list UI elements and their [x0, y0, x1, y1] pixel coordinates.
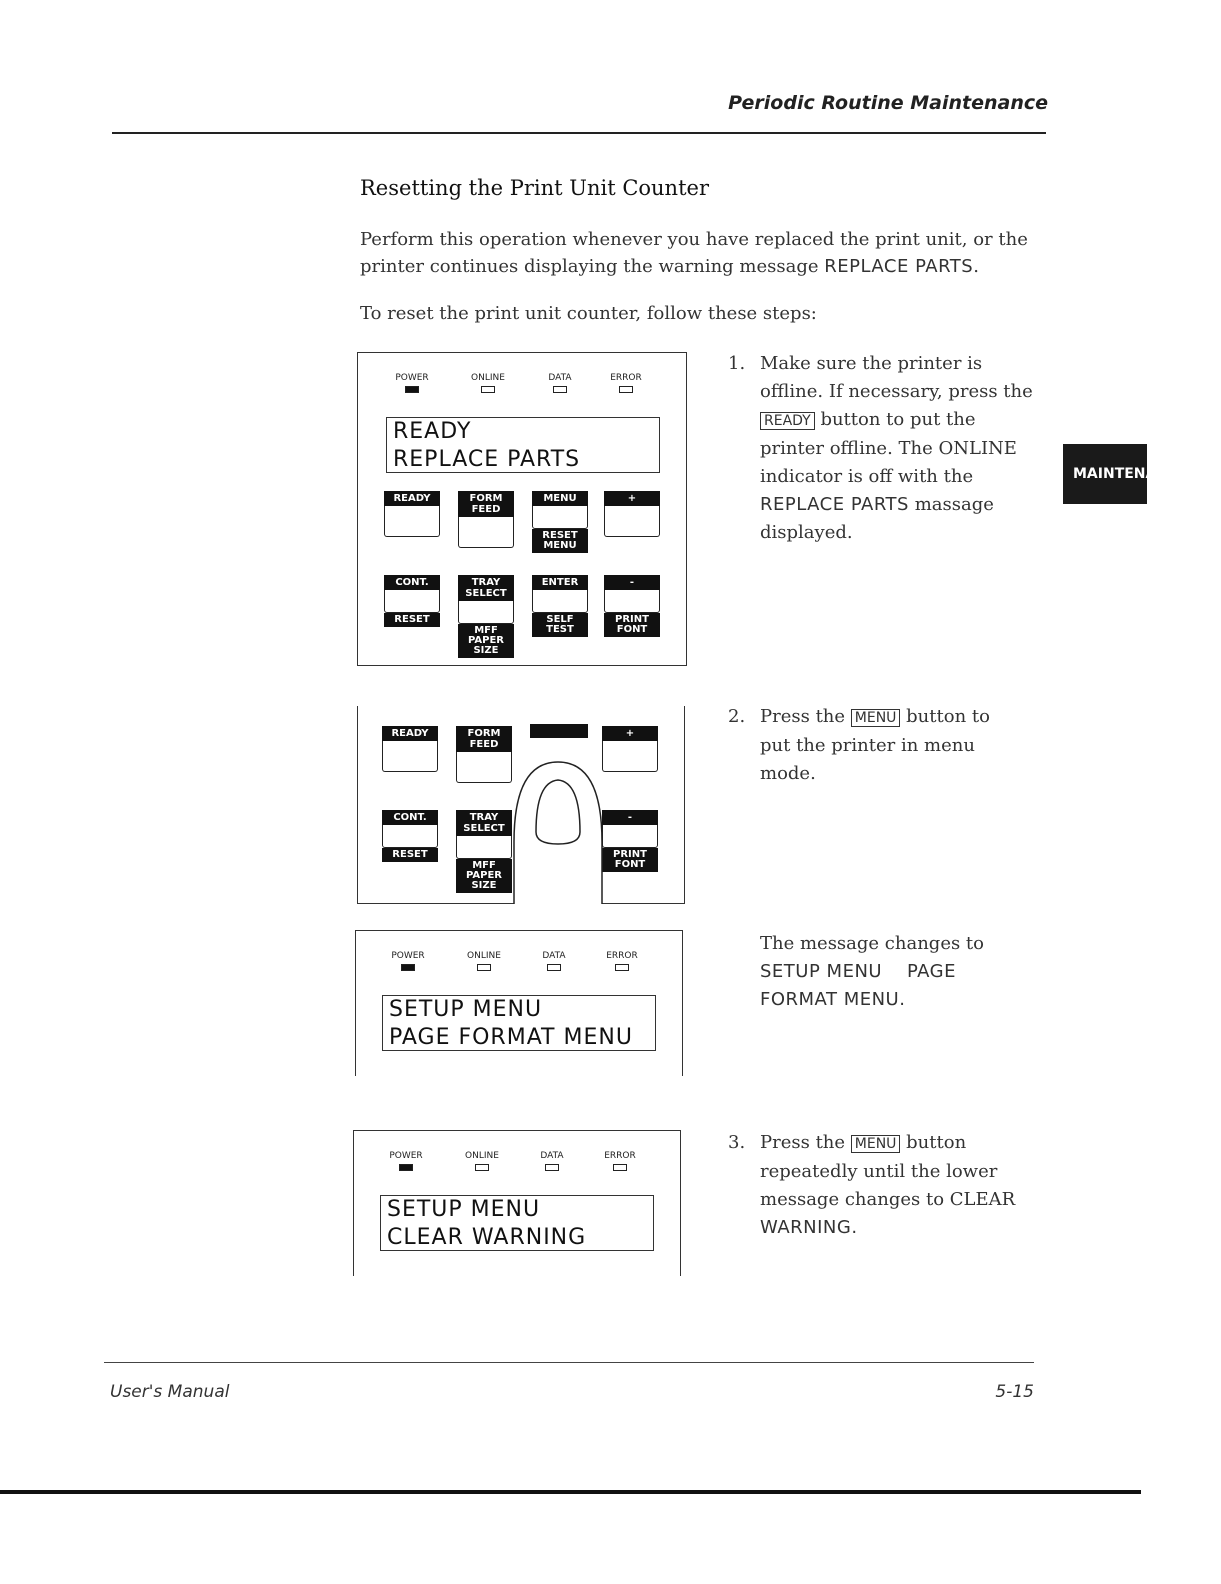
tray-select-key[interactable]: TRAY SELECT MFF PAPER SIZE — [456, 810, 512, 893]
page-number: 5-15 — [995, 1382, 1034, 1402]
online-led-icon — [475, 1164, 489, 1171]
footer-manual-name: User's Manual — [110, 1382, 230, 1402]
step-3: 3. Press the MENU button repeatedly until the lower message changes to CLEAR WARNING. — [728, 1132, 1016, 1238]
data-led-icon — [553, 386, 567, 393]
ready-button-ref: READY — [760, 412, 815, 430]
form-feed-key[interactable]: FORM FEED — [456, 726, 512, 783]
error-indicator: ERROR — [596, 373, 656, 393]
data-indicator: DATA — [530, 373, 590, 393]
footer-rule — [104, 1362, 1034, 1363]
control-panel-figure-3 — [355, 930, 683, 1076]
section-title: Resetting the Print Unit Counter — [360, 176, 709, 200]
online-indicator: ONLINE — [458, 373, 518, 393]
header-rule — [112, 132, 1046, 134]
power-indicator: POWER — [378, 951, 438, 971]
scan-edge-bar — [0, 1490, 1141, 1494]
plus-key[interactable]: + — [602, 726, 658, 772]
error-led-icon — [613, 1164, 627, 1171]
cont-key[interactable]: CONT. RESET — [384, 575, 440, 627]
lcd-display: SETUP MENU PAGE FORMAT MENU — [382, 995, 656, 1051]
step-2-note: The message changes to SETUP MENU PAGE FORMAT MENU. — [760, 933, 984, 1010]
minus-key[interactable]: - PRINT FONT — [604, 575, 660, 637]
tray-select-key[interactable]: TRAY SELECT MFF PAPER SIZE — [458, 575, 514, 658]
power-led-icon — [399, 1164, 413, 1171]
control-panel-figure-2 — [357, 706, 685, 904]
chapter-side-tab: MAINTENANCE — [1063, 444, 1147, 504]
ready-key[interactable]: READY — [382, 726, 438, 772]
power-led-icon — [405, 386, 419, 393]
power-indicator: POWER — [382, 373, 442, 393]
cont-key[interactable]: CONT. RESET — [382, 810, 438, 862]
data-led-icon — [547, 964, 561, 971]
minus-key[interactable]: - PRINT FONT — [602, 810, 658, 872]
control-panel-figure-1 — [357, 352, 687, 666]
online-indicator: ONLINE — [452, 1151, 512, 1171]
finger-pressing-icon — [508, 722, 608, 904]
ready-key[interactable]: READY — [384, 491, 440, 537]
menu-button-ref: MENU — [851, 709, 901, 727]
replace-parts-code: REPLACE PARTS — [824, 256, 974, 277]
enter-key[interactable]: ENTER SELF TEST — [532, 575, 588, 637]
online-led-icon — [481, 386, 495, 393]
menu-button-ref: MENU — [851, 1135, 901, 1153]
menu-key[interactable]: MENU RESET MENU — [532, 491, 588, 553]
steps-lead: To reset the print unit counter, follow these steps: — [360, 303, 817, 324]
lcd-display: READY REPLACE PARTS — [386, 417, 660, 473]
intro-line-2: printer continues displaying the warning message REPLACE PARTS. — [360, 256, 979, 277]
power-indicator: POWER — [376, 1151, 436, 1171]
plus-key[interactable]: + — [604, 491, 660, 537]
control-panel-figure-4 — [353, 1130, 681, 1276]
lcd-display: SETUP MENU CLEAR WARNING — [380, 1195, 654, 1251]
error-led-icon — [615, 964, 629, 971]
online-led-icon — [477, 964, 491, 971]
step-2: 2. Press the MENU button to put the printer in menu mode. — [728, 706, 990, 784]
error-indicator: ERROR — [592, 951, 652, 971]
running-header: Periodic Routine Maintenance — [728, 92, 1048, 114]
power-led-icon — [401, 964, 415, 971]
intro-line-1: Perform this operation whenever you have replaced the print unit, or the — [360, 229, 1028, 250]
error-indicator: ERROR — [590, 1151, 650, 1171]
form-feed-key[interactable]: FORM FEED — [458, 491, 514, 548]
online-indicator: ONLINE — [454, 951, 514, 971]
intro-paragraph — [360, 226, 1040, 280]
data-indicator: DATA — [522, 1151, 582, 1171]
data-led-icon — [545, 1164, 559, 1171]
step-1: 1. Make sure the printer is offline. If necessary, press the READY button to put the printer offline. The ONLINE indicator is off with the REPLACE PARTS massage displayed. — [728, 353, 1033, 543]
error-led-icon — [619, 386, 633, 393]
data-indicator: DATA — [524, 951, 584, 971]
